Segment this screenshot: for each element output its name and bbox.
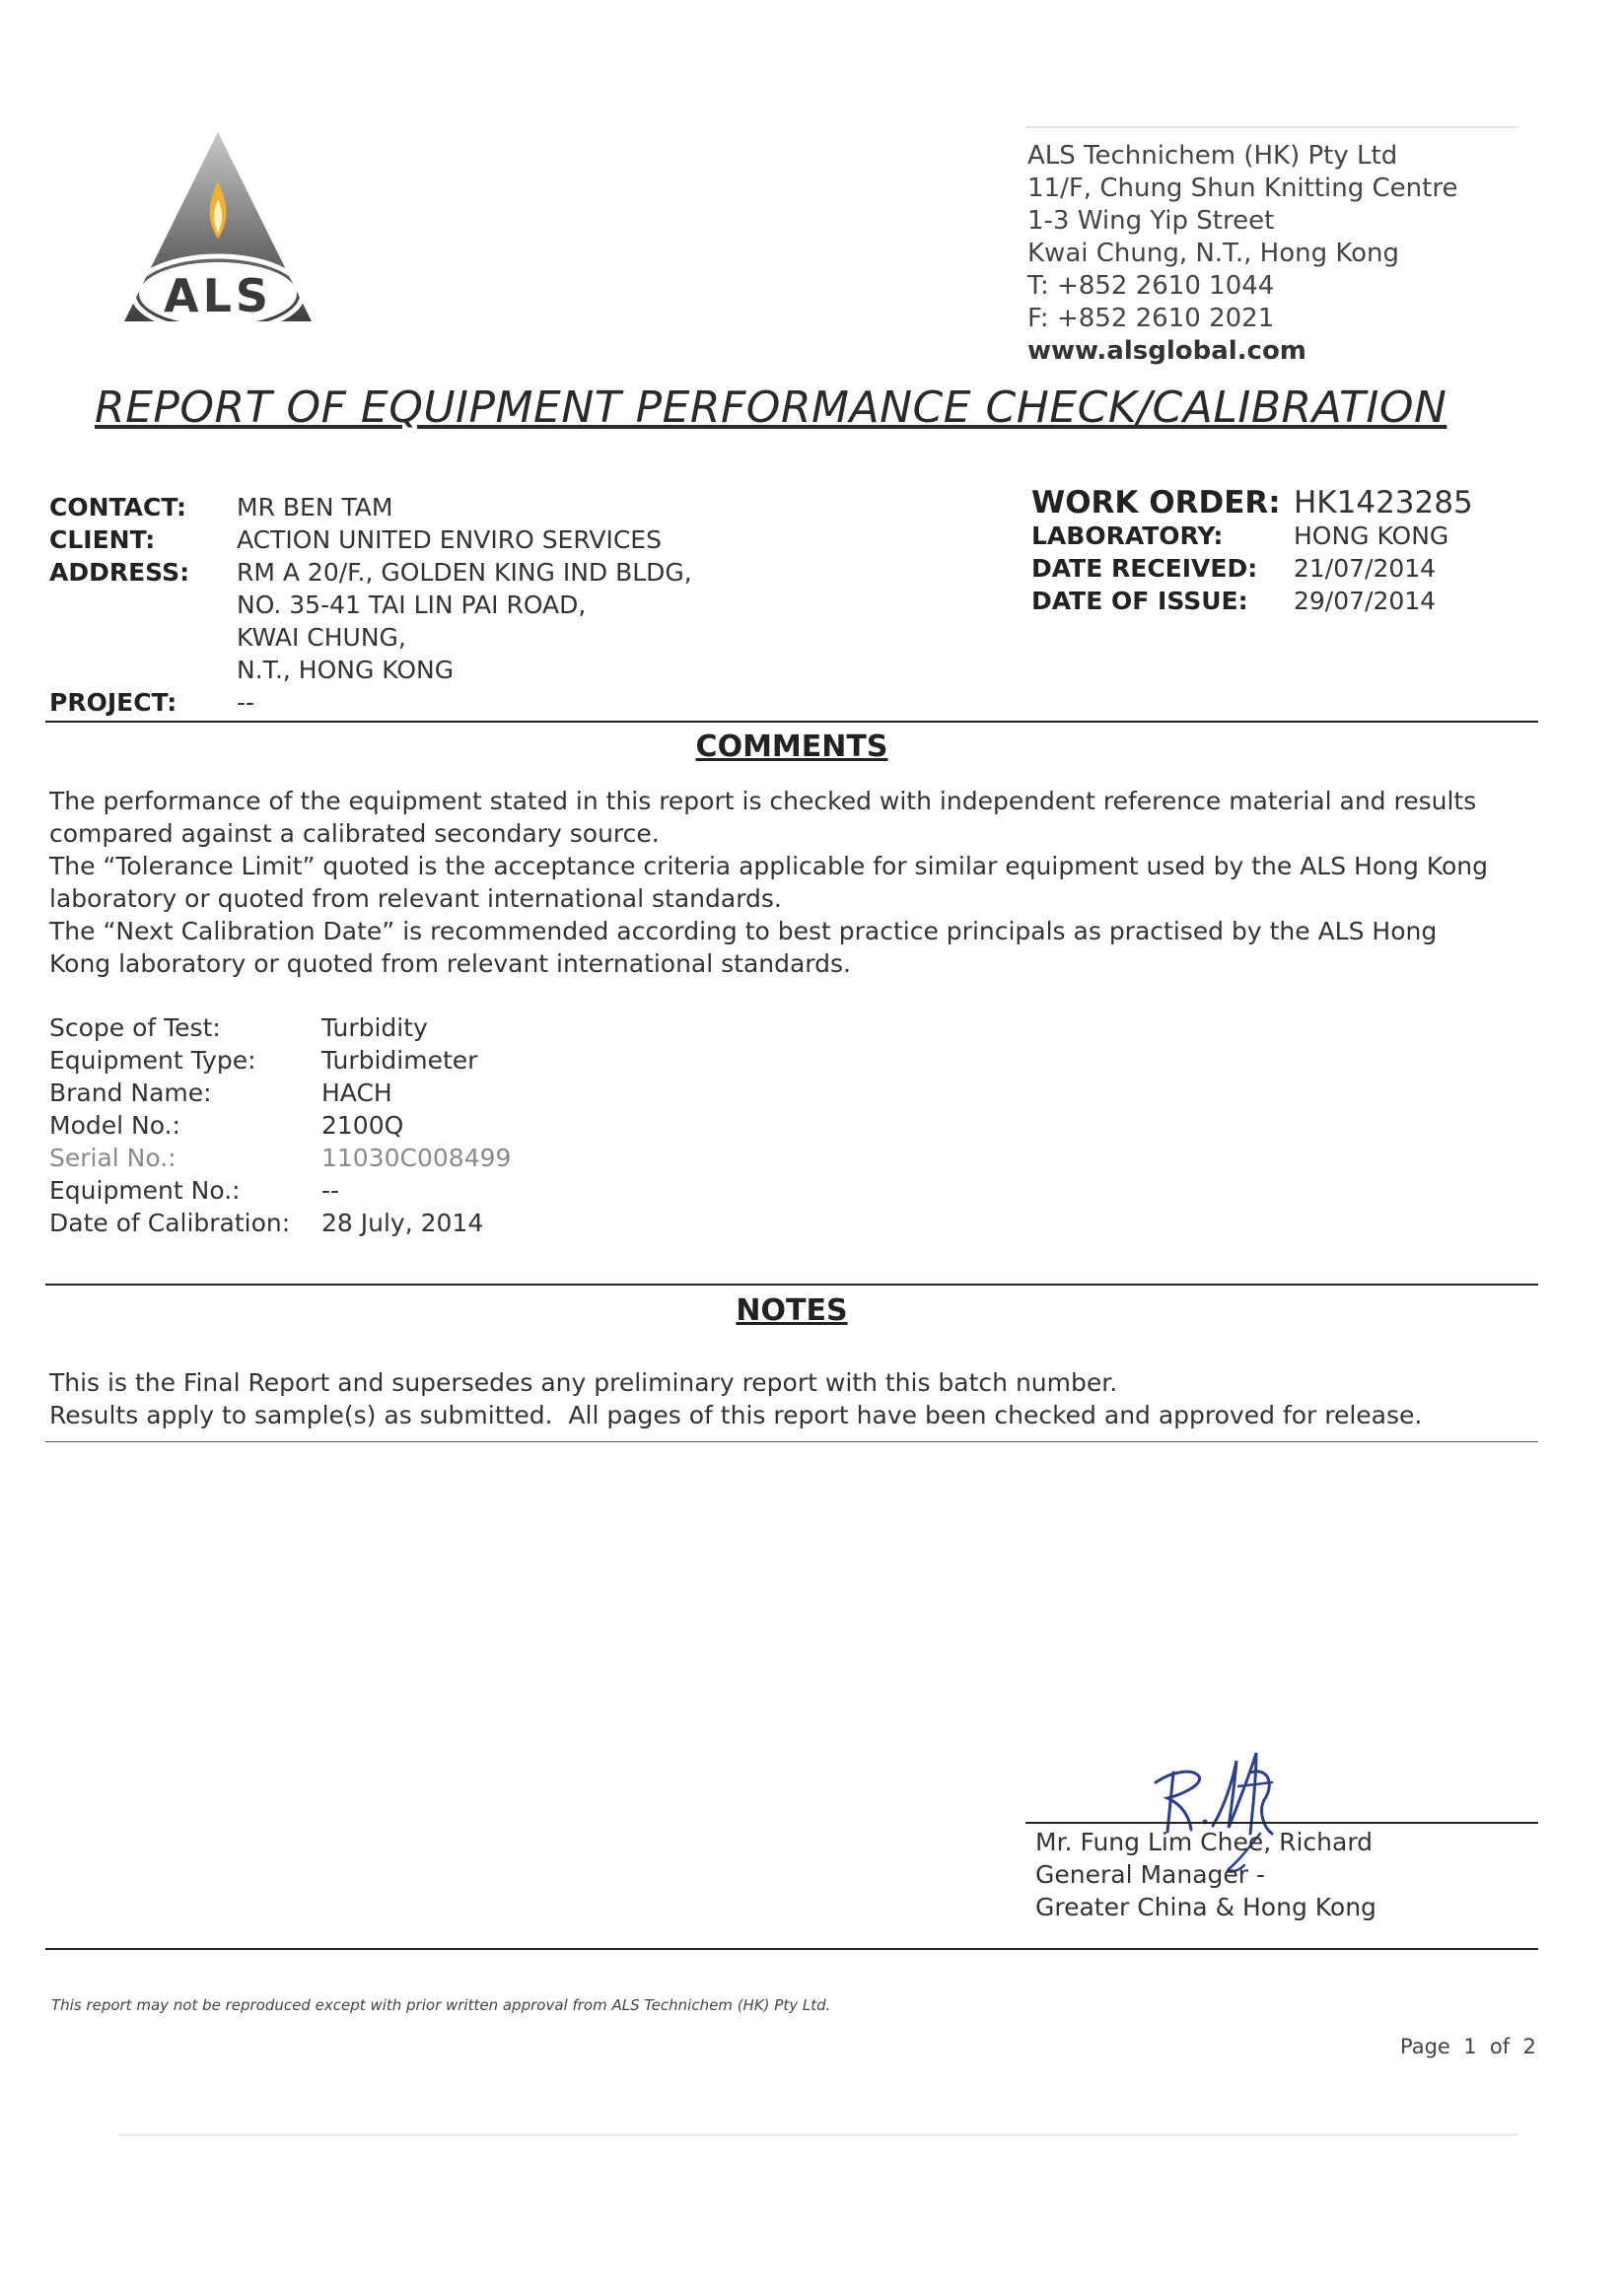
contact-label: CONTACT: bbox=[49, 493, 187, 522]
als-logo bbox=[116, 128, 319, 331]
page-number: Page 1 of 2 bbox=[1400, 2035, 1536, 2058]
address-line: RM A 20/F., GOLDEN KING IND BLDG, bbox=[237, 558, 692, 587]
header-right-block bbox=[1031, 487, 1473, 617]
equipment-value: HACH bbox=[321, 1078, 392, 1107]
project-value: -- bbox=[237, 688, 255, 717]
bottom-faint-rule bbox=[118, 2133, 1518, 2136]
date-of-issue-label: DATE OF ISSUE: bbox=[1031, 587, 1248, 615]
address-label: ADDRESS: bbox=[49, 558, 190, 587]
notes-bottom-divider bbox=[45, 1441, 1538, 1442]
company-phone: T: +852 2610 1044 bbox=[1027, 271, 1275, 301]
comments-line: Kong laboratory or quoted from relevant international standards. bbox=[49, 949, 851, 978]
comments-line: compared against a calibrated secondary source. bbox=[49, 819, 660, 848]
signatory-title: General Manager - bbox=[1035, 1860, 1266, 1889]
company-fax: F: +852 2610 2021 bbox=[1027, 304, 1275, 333]
work-order-value: HK1423285 bbox=[1294, 485, 1473, 521]
signatory-block bbox=[1035, 1826, 1376, 1923]
contact-value: MR BEN TAM bbox=[237, 493, 393, 522]
laboratory-value: HONG KONG bbox=[1294, 522, 1449, 550]
header-left-block bbox=[49, 491, 692, 719]
equipment-value: Turbidity bbox=[321, 1013, 428, 1042]
work-order-label: WORK ORDER: bbox=[1031, 485, 1281, 521]
company-address-line: 11/F, Chung Shun Knitting Centre bbox=[1027, 174, 1458, 203]
notes-top-divider bbox=[45, 1284, 1538, 1286]
report-title: REPORT OF EQUIPMENT PERFORMANCE CHECK/CALIBRATION bbox=[95, 383, 1447, 433]
company-address-line: Kwai Chung, N.T., Hong Kong bbox=[1027, 239, 1400, 268]
client-label: CLIENT: bbox=[49, 525, 156, 554]
signature-line bbox=[1025, 1822, 1538, 1824]
signatory-name: Mr. Fung Lim Chee, Richard bbox=[1035, 1828, 1374, 1856]
company-website: www.alsglobal.com bbox=[1027, 336, 1306, 366]
logo-text: ALS bbox=[163, 269, 273, 322]
company-address-line: 1-3 Wing Yip Street bbox=[1027, 206, 1275, 236]
comments-line: The “Tolerance Limit” quoted is the acceptance criteria applicable for similar equipment used by the ALS Hong Kong bbox=[49, 852, 1488, 880]
notes-line: This is the Final Report and supersedes any preliminary report with this batch number. bbox=[49, 1368, 1118, 1397]
company-address-block bbox=[1027, 140, 1457, 368]
equipment-label: Date of Calibration: bbox=[49, 1209, 291, 1237]
equipment-value: 11030C008499 bbox=[321, 1144, 512, 1172]
footer-disclaimer: This report may not be reproduced except with prior written approval from ALS Technichem (HK) Pty Ltd. bbox=[51, 1996, 831, 2014]
comments-line: The performance of the equipment stated in this report is checked with independent reference material and results bbox=[49, 787, 1477, 815]
address-line: KWAI CHUNG, bbox=[237, 623, 406, 652]
project-label: PROJECT: bbox=[49, 688, 177, 717]
notes-heading: NOTES bbox=[736, 1293, 848, 1328]
address-line: NO. 35-41 TAI LIN PAI ROAD, bbox=[237, 591, 587, 619]
als-flame-triangle-logo-icon bbox=[116, 128, 319, 331]
comments-text bbox=[49, 785, 1548, 980]
date-received-value: 21/07/2014 bbox=[1294, 554, 1437, 583]
company-name: ALS Technichem (HK) Pty Ltd bbox=[1027, 141, 1398, 171]
date-received-label: DATE RECEIVED: bbox=[1031, 554, 1258, 583]
equipment-label: Brand Name: bbox=[49, 1078, 212, 1107]
laboratory-label: LABORATORY: bbox=[1031, 522, 1224, 550]
address-line: N.T., HONG KONG bbox=[237, 656, 455, 684]
client-value: ACTION UNITED ENVIRO SERVICES bbox=[237, 525, 662, 554]
equipment-value: 2100Q bbox=[321, 1111, 404, 1140]
comments-line: laboratory or quoted from relevant international standards. bbox=[49, 884, 782, 913]
equipment-label: Serial No.: bbox=[49, 1144, 176, 1172]
equipment-label: Equipment Type: bbox=[49, 1046, 256, 1075]
equipment-label: Model No.: bbox=[49, 1111, 180, 1140]
top-faint-rule bbox=[1025, 126, 1518, 128]
signatory-region: Greater China & Hong Kong bbox=[1035, 1893, 1376, 1921]
comments-line: The “Next Calibration Date” is recommended according to best practice principals as practised by the ALS Hong bbox=[49, 917, 1438, 945]
notes-text bbox=[49, 1366, 1548, 1431]
notes-line: Results apply to sample(s) as submitted. All pages of this report have been checked and approved for release. bbox=[49, 1401, 1423, 1429]
equipment-label: Equipment No.: bbox=[49, 1176, 241, 1205]
date-of-issue-value: 29/07/2014 bbox=[1294, 587, 1437, 615]
equipment-value: 28 July, 2014 bbox=[321, 1209, 484, 1237]
footer-divider bbox=[45, 1948, 1538, 1950]
equipment-details bbox=[49, 1011, 511, 1239]
comments-heading: COMMENTS bbox=[695, 730, 888, 764]
equipment-label: Scope of Test: bbox=[49, 1013, 221, 1042]
header-divider bbox=[45, 721, 1538, 723]
equipment-value: -- bbox=[321, 1176, 340, 1205]
equipment-value: Turbidimeter bbox=[321, 1046, 478, 1075]
